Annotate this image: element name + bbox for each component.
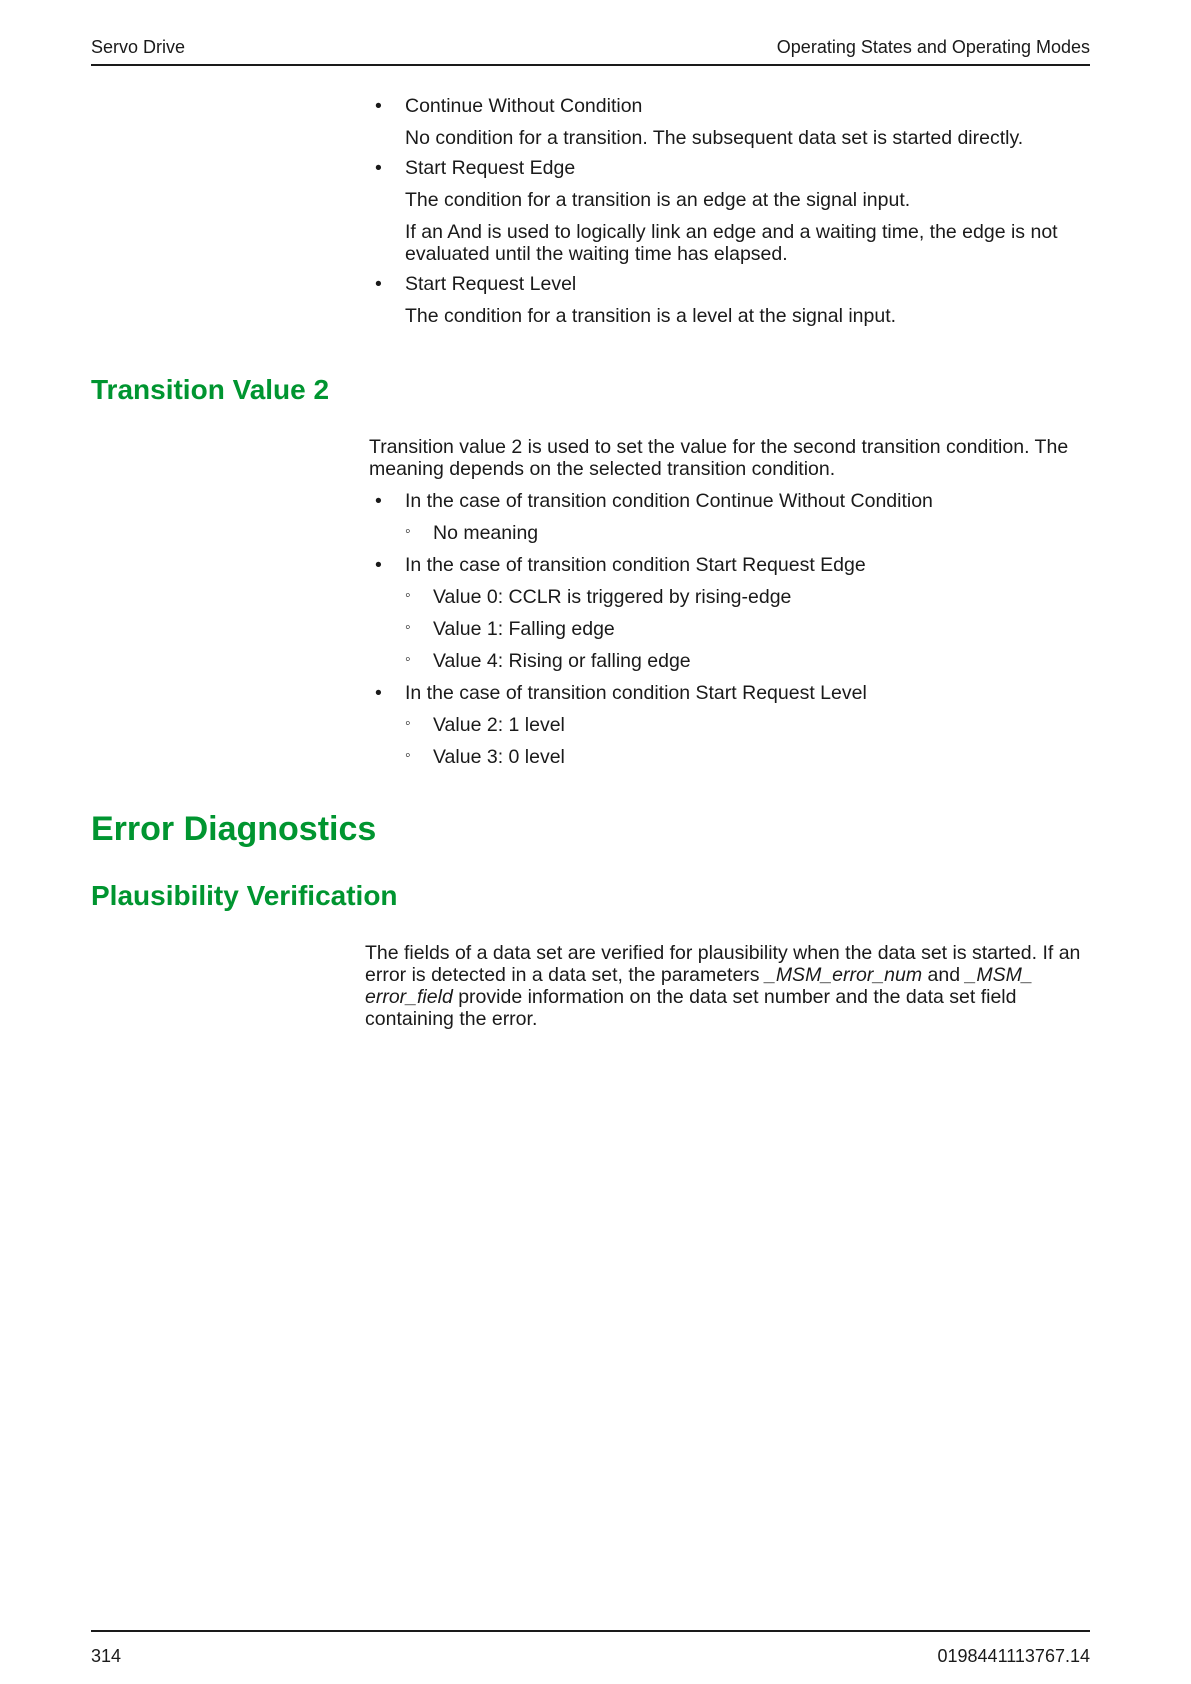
transition-value-2-list — [365, 490, 1094, 768]
bullet-marker: • — [375, 273, 382, 295]
chapter-heading-error-diagnostics: Error Diagnostics — [91, 810, 377, 848]
sub-list-item — [405, 714, 1094, 736]
section-heading-plausibility-verification: Plausibility Verification — [91, 880, 398, 911]
paragraph-text: provide information on the data set number and the data set field containing the error. — [365, 986, 1017, 1030]
list-item — [365, 273, 1090, 327]
paragraph-text: The fields of a data set are verified for plausibility when the data set is started. If an error is detected in a data set, the parameters — [365, 942, 1081, 986]
list-item-description: The condition for a transition is an edge at the signal input. — [405, 189, 911, 211]
bullet-marker: • — [375, 95, 382, 117]
sub-bullet-marker: ◦ — [405, 523, 411, 540]
sub-bullet-marker: ◦ — [405, 651, 411, 668]
bullet-marker: • — [375, 554, 382, 576]
sub-list — [405, 714, 1094, 768]
sub-list-item-text: Value 1: Falling edge — [433, 618, 615, 640]
plausibility-paragraph — [365, 942, 1085, 1030]
list-item-description: No condition for a transition. The subsequent data set is started directly. — [405, 127, 1024, 149]
bullet-marker: • — [375, 157, 382, 179]
bullet-marker: • — [375, 682, 382, 704]
page-number: 314 — [91, 1646, 122, 1666]
list-item — [365, 157, 1090, 265]
list-item-label: Start Request Level — [405, 273, 577, 295]
list-item — [365, 554, 1094, 672]
list-item-label: Start Request Edge — [405, 157, 576, 179]
sub-list-item — [405, 650, 1094, 672]
parameter-error-num: _MSM_error_num — [764, 964, 923, 986]
sub-list-item — [405, 618, 1094, 640]
list-item-label: Continue Without Condition — [405, 95, 643, 117]
page-footer — [91, 1630, 1090, 1666]
sub-bullet-marker: ◦ — [405, 619, 411, 636]
parameter-error-field: _MSM_ error_field — [365, 964, 1033, 1008]
list-item — [365, 95, 1090, 149]
list-item — [365, 682, 1094, 768]
sub-list-item — [405, 586, 1094, 608]
sub-list-item-text: No meaning — [433, 522, 539, 544]
transition-conditions-list — [365, 95, 1090, 327]
list-item — [365, 490, 1094, 544]
sub-list — [405, 586, 1094, 672]
transition-value-2-intro: Transition value 2 is used to set the value for the second transition condition. The meaning depends on the selected transition condition. — [369, 436, 1069, 480]
sub-list-item-text: Value 3: 0 level — [433, 746, 565, 768]
transition-conditions-section — [365, 95, 1090, 327]
header-chapter-title: Operating States and Operating Modes — [776, 37, 1090, 57]
section-heading-transition-value-2: Transition Value 2 — [91, 374, 330, 405]
sub-bullet-marker: ◦ — [405, 747, 411, 764]
list-item-label: In the case of transition condition Start Request Level — [405, 682, 867, 704]
list-item-label: In the case of transition condition Continue Without Condition — [405, 490, 933, 512]
sub-list-item-text: Value 0: CCLR is triggered by rising-edge — [433, 586, 792, 608]
sub-list-item — [405, 746, 1094, 768]
list-item-description: The condition for a transition is a level at the signal input. — [405, 305, 897, 327]
sub-list-item — [405, 522, 1094, 544]
document-number: 0198441113767.14 — [937, 1646, 1090, 1666]
header-document-title: Servo Drive — [91, 37, 186, 57]
sub-list-item-text: Value 2: 1 level — [433, 714, 565, 736]
sub-bullet-marker: ◦ — [405, 587, 411, 604]
sub-bullet-marker: ◦ — [405, 715, 411, 732]
transition-value-2-section — [369, 436, 1094, 768]
page-header — [91, 36, 1090, 66]
bullet-marker: • — [375, 490, 382, 512]
list-item-note: If an And is used to logically link an edge and a waiting time, the edge is not evaluated until the waiting time has elapsed. — [405, 221, 1058, 265]
sub-list-item-text: Value 4: Rising or falling edge — [433, 650, 691, 672]
sub-list — [405, 522, 1094, 544]
list-item-label: In the case of transition condition Start Request Edge — [405, 554, 866, 576]
paragraph-text: and — [922, 964, 966, 986]
plausibility-verification-section — [365, 942, 1085, 1030]
